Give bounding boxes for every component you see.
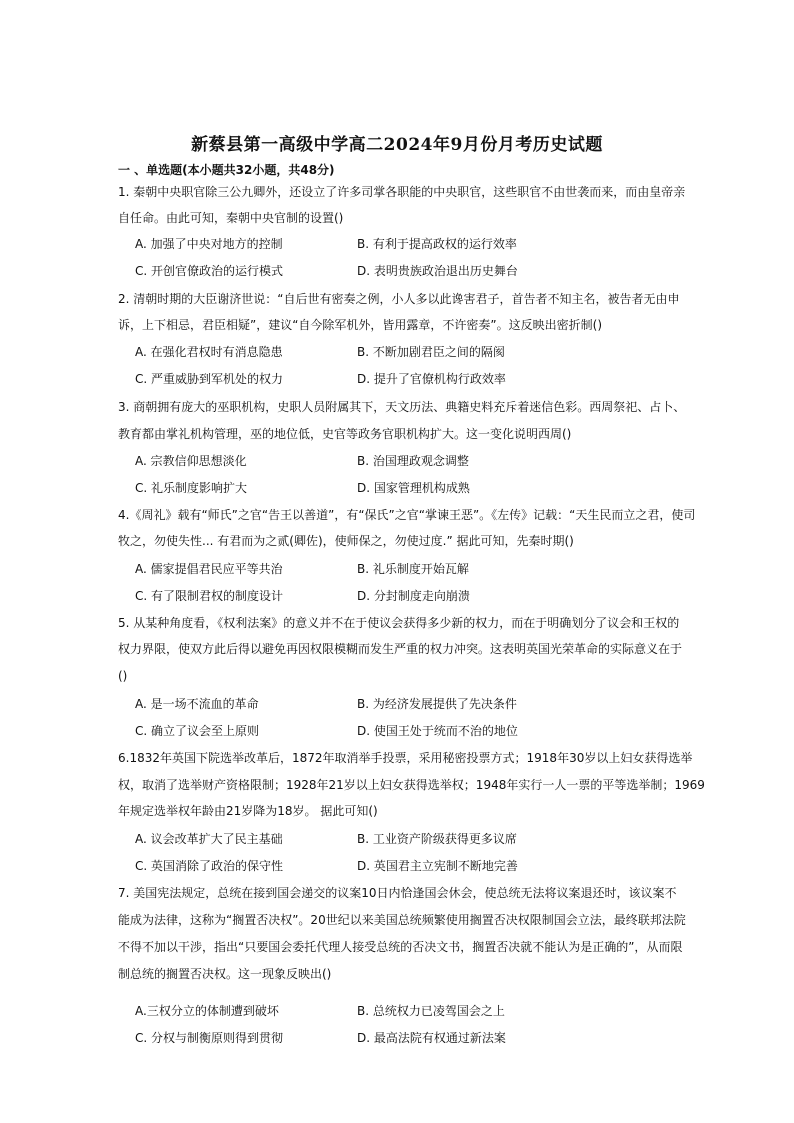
section-heading: 一 、单选题(本小题共32小题，共48分)	[118, 163, 335, 177]
question-text-line: 制总统的搁置否决权。这一现象反映出()	[118, 967, 332, 981]
question-text-line: 权力界限，使双方此后得以避免再因权限模糊而发生严重的权力冲突。这表明英国光荣革命的实际意义在于	[118, 642, 683, 656]
question-text-line: 3. 商朝拥有庞大的巫职机构，史职人员附属其下，天文历法、典籍史料充斥着迷信色彩。西周祭祀、占卜、	[118, 400, 686, 414]
question-text-line: 7. 美国宪法规定，总统在接到国会递交的议案10日内恰逢国会休会，使总统无法将议案退还时，该议案不	[118, 886, 677, 900]
option-a: A. 议会改革扩大了民主基础	[135, 832, 283, 846]
option-b: B. 总统权力已凌驾国会之上	[357, 1004, 505, 1018]
option-d: D. 国家管理机构成熟	[357, 481, 470, 495]
option-c: C. 有了限制君权的制度设计	[135, 589, 284, 603]
option-a: A. 儒家提倡君民应平等共治	[135, 562, 283, 576]
question-text-line: 诉，上下相忌，君臣相疑”，建议“自今除军机外，皆用露章，不许密奏”。这反映出密折制()	[118, 318, 603, 332]
question-text-line: 4.《周礼》载有“师氏”之官“告王以善道”，有“保氏”之官“掌谏王恶”。《左传》记载：“天生民而立之君，使司	[118, 508, 696, 522]
question-text-line: 教育都由掌礼机构管理，巫的地位低，史官等政务官职机构扩大。这一变化说明西周()	[118, 427, 572, 441]
option-d: D. 表明贵族政治退出历史舞台	[357, 264, 518, 278]
question-text-line: 6.1832年英国下院选举改革后，1872年取消举手投票，采用秘密投票方式；1918年30岁以上妇女获得选举	[118, 751, 693, 765]
option-a: A. 加强了中央对地方的控制	[135, 237, 283, 251]
question-text-line: 能成为法律，这称为“搁置否决权”。20世纪以来美国总统频繁使用搁置否决权限制国会立法，最终联邦法院	[118, 913, 686, 927]
question-text-line: 1. 秦朝中央职官除三公九卿外，还设立了许多司掌各职能的中央职官，这些职官不由世袭而来，而由皇帝亲	[118, 185, 686, 199]
question-text-line: 牧之，勿使失性... 有君而为之贰(卿佐)，使师保之，勿使过度.” 据此可知，先秦时期()	[118, 534, 574, 548]
question-text-line: 5. 从某种角度看，《权利法案》的意义并不在于使议会获得多少新的权力，而在于明确划分了议会和王权的	[118, 616, 680, 630]
option-b: B. 工业资产阶级获得更多议席	[357, 832, 517, 846]
page-title: 新蔡县第一高级中学高二2024年9月份月考历史试题	[191, 135, 603, 155]
option-a: A. 宗教信仰思想淡化	[135, 454, 247, 468]
option-d: D. 使国王处于统而不治的地位	[357, 724, 518, 738]
option-c: C. 分权与制衡原则得到贯彻	[135, 1031, 284, 1045]
option-d: D. 分封制度走向崩溃	[357, 589, 470, 603]
option-c: C. 礼乐制度影响扩大	[135, 481, 248, 495]
question-text-line: ()	[118, 669, 128, 683]
question-text-line: 2. 清朝时期的大臣谢济世说：“自后世有密奏之例，小人多以此谗害君子，首告者不知主名，被告者无由申	[118, 292, 680, 306]
option-c: C. 开创官僚政治的运行模式	[135, 264, 284, 278]
option-a: A. 是一场不流血的革命	[135, 697, 259, 711]
option-c: C. 严重威胁到军机处的权力	[135, 372, 284, 386]
option-c: C. 确立了议会至上原则	[135, 724, 260, 738]
option-a: A.三权分立的体制遭到破坏	[135, 1004, 279, 1018]
option-a: A. 在强化君权时有消息隐患	[135, 345, 283, 359]
option-d: D. 英国君主立宪制不断地完善	[357, 859, 518, 873]
question-text-line: 权，取消了选举财产资格限制；1928年21岁以上妇女获得选举权；1948年实行一人一票的平等选举制；1969	[118, 778, 705, 792]
question-text-line: 自任命。由此可知，秦朝中央官制的设置()	[118, 211, 344, 225]
option-d: D. 提升了官僚机构行政效率	[357, 372, 506, 386]
option-b: B. 为经济发展提供了先决条件	[357, 697, 517, 711]
option-b: B. 有利于提高政权的运行效率	[357, 237, 517, 251]
option-c: C. 英国消除了政治的保守性	[135, 859, 284, 873]
option-b: B. 不断加剧君臣之间的隔阂	[357, 345, 505, 359]
question-text-line: 年规定选举权年龄由21岁降为18岁。 据此可知()	[118, 804, 378, 818]
option-b: B. 礼乐制度开始瓦解	[357, 562, 469, 576]
option-d: D. 最高法院有权通过新法案	[357, 1031, 506, 1045]
option-b: B. 治国理政观念调整	[357, 454, 469, 468]
question-text-line: 不得不加以干涉，指出“只要国会委托代理人接受总统的否决文书，搁置否决就不能认为是正确的”，从而限	[118, 940, 683, 954]
